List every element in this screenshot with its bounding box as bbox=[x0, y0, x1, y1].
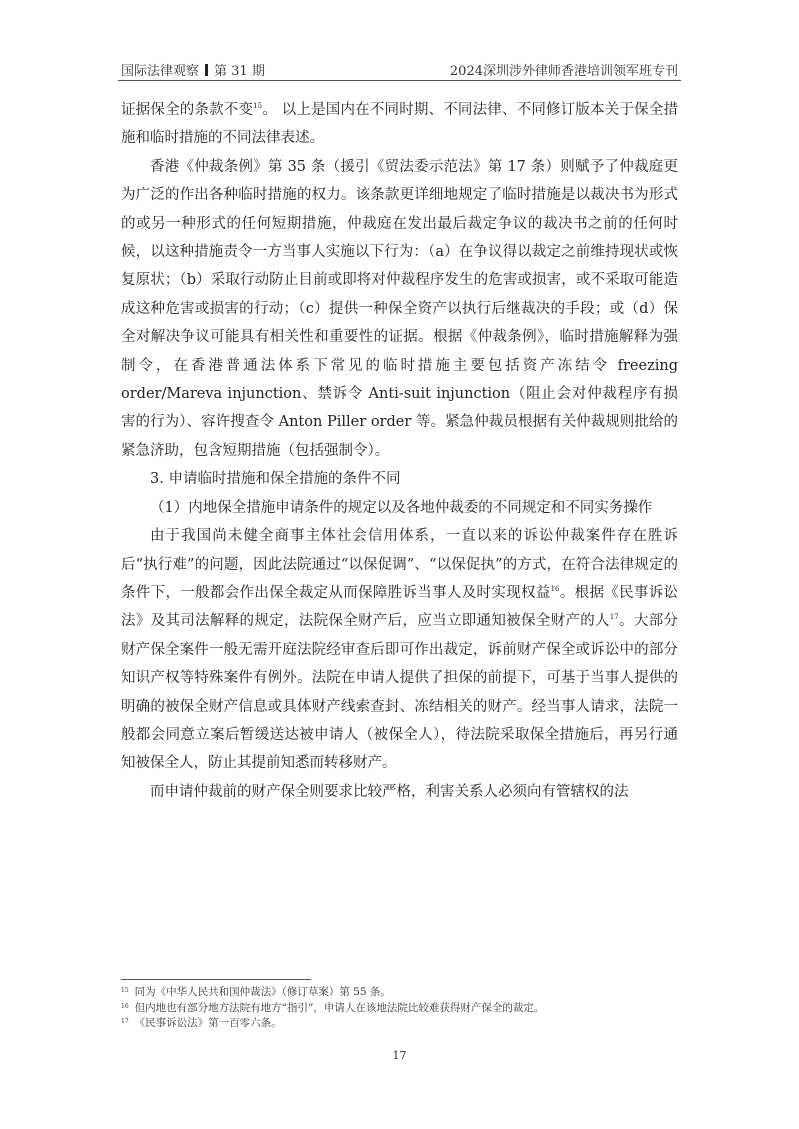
footnote-mark: 15 bbox=[121, 987, 129, 994]
paragraph-4 bbox=[121, 522, 678, 778]
footnotes bbox=[121, 984, 678, 1031]
header-left bbox=[121, 60, 265, 79]
footnote-ref-15: 15 bbox=[253, 102, 263, 110]
section-heading-3: 3. 申请临时措施和保全措施的条件不同 bbox=[150, 471, 401, 488]
footnote-text: 《民事诉讼法》第一百零六条。 bbox=[134, 1017, 282, 1029]
footnote bbox=[121, 1015, 678, 1031]
running-header bbox=[121, 60, 678, 79]
subsection-heading-1: （1）内地保全措施申请条件的规定以及各地仲裁委的不同规定和不同实务操作 bbox=[150, 499, 653, 516]
paragraph-2: 香港《仲裁条例》第 35 条（援引《贸法委示范法》第 17 条）则赋予了仲裁庭更为广泛的作出各种临时措施的权力。该条款更详细地规定了临时措施是以裁决书为形式的或另一种形式的任何短期措施，仲裁庭在发出最后裁定争议的裁决书之前的任何时候，以这种措施责令一方当事人实施以下行为：（a）在争议得以裁定之前维持现状或恢复原状；（b）采取行动防止目前或即将对仲裁程序发生的危害或损害，或不采取可能造成这种危害或损害的行动；（c）提供一种保全资产以执行后继裁决的手段；或（d）保全对解决争议可能具有相关性和重要性的证据。根据《仲裁条例》，临时措施解释为强制令，在香港普通法体系下常见的临时措施主要包括资产冻结令 freezing order/Mareva injunction、禁诉令 Anti-suit injunction（阻止会对仲裁程序有损害的行为）、容许搜查令 Anton Piller order 等。紧急仲裁员根据有关仲裁规则批给的紧急济助，包含短期措施（包括强制令）。 bbox=[121, 158, 678, 459]
paragraph-4-text-c: 。大部分财产保全案件一般无需开庭法院经审查后即可作出裁定，诉前财产保全或诉讼中的部分知识产权等特殊案件有例外。法院在申请人提供了担保的前提下，可基于当事人提供的明确的被保全财产信息或具体财产线索查封、冻结相关的财产。经当事人请求，法院一般都会同意立案后暂缓送达被申请人（被保全人），待法院采取保全措施后，再另行通知被保全人，防止其提前知悉而转移财产。 bbox=[121, 613, 679, 772]
footnote-ref-17: 17 bbox=[609, 613, 619, 622]
paragraph-1-text-b: 。 以上是国内在不同时期、不同法律、不同修订版本关于保全措施和临时措施的不同法律表述。 bbox=[121, 102, 679, 147]
footnote bbox=[121, 984, 678, 1000]
journal-name: 国际法律观察 bbox=[121, 64, 200, 79]
header-separator-bar bbox=[205, 64, 208, 76]
page-number: 17 bbox=[392, 1049, 407, 1062]
header-rule bbox=[118, 80, 681, 81]
footnote-text: 同为《中华人民共和国仲裁法》（修订草案）第 55 条。 bbox=[134, 986, 391, 998]
paragraph-4-text-a: 由于我国尚未健全商事主体社会信用体系，一直以来的诉讼仲裁案件存在胜诉后“执行难”的问题，因此法院通过“以保促调”、“以保促执”的方式，在符合法律规定的条件下，一般都会作出保全裁定从而保障胜诉当事人及时实现权益 bbox=[121, 528, 678, 601]
footnote-mark: 16 bbox=[121, 1002, 129, 1010]
main-text bbox=[121, 96, 678, 806]
footnote-ref-16: 16 bbox=[550, 584, 560, 593]
paragraph-1 bbox=[121, 96, 678, 153]
footnote-rule bbox=[121, 979, 311, 980]
footnote bbox=[121, 1000, 678, 1016]
paragraph-5: 而申请仲裁前的财产保全则要求比较严格，利害关系人必须向有管辖权的法 bbox=[150, 783, 629, 800]
paragraph-4-text-b: 。根据《民事诉讼法》及其司法解释的规定，法院保全财产后，应当立即通知被保全财产的人 bbox=[121, 584, 679, 630]
footnote-text: 但内地也有部分地方法院有地方“指引”，申请人在该地法院比较难获得财产保全的裁定。 bbox=[134, 1001, 545, 1014]
issue-number: 第 31 期 bbox=[214, 64, 265, 79]
header-right: 2024深圳涉外律师香港培训领军班专刊 bbox=[449, 64, 678, 79]
footnote-mark: 17 bbox=[121, 1018, 129, 1025]
paragraph-1-text-a: 证据保全的条款不变 bbox=[121, 102, 254, 118]
